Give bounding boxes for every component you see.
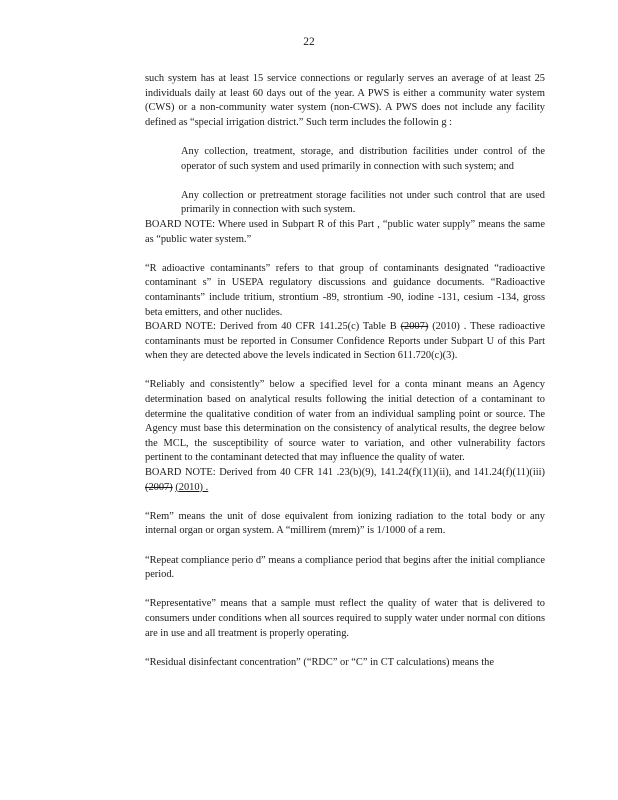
pws-subitem-collection-treatment: Any collection, treatment, storage, and distribution facilities under control of the operator of such system and used primarily in connection with such system; and: [181, 145, 545, 172]
pws-subitem-pretreatment-storage: Any collection or pretreatment storage facilities not under such control that are used primarily in connection with such system.: [181, 189, 545, 216]
deleted-year: (2007): [400, 321, 429, 333]
rem-definition: “Rem” means the unit of dose equivalent from ionizing radiation to the total body or any internal organ or organ system. A “millirem (mrem)” is 1/1000 of a rem.: [145, 510, 545, 537]
reliably-consistently-definition: “Reliably and consistently” below a specified level for a conta minant means an Agency determination based on analytical results following the initial detection of a contaminant to determine the qualitative condition of water from an individual sampling point or source. The Agency must base this determination on the consistency of analytical results, the degree below the MCL, the susceptibility of source water to variation, and other vulnerability factors pertinent to the contaminant detected that may influence the quality of water.: [145, 379, 545, 464]
board-note-public-water-supply: BOARD NOTE: Where used in Subpart R of this Part , “public water supply” means the same as “public water system.”: [145, 218, 545, 245]
inserted-year: (2010) .: [175, 481, 209, 493]
board-note-radioactive: [145, 320, 545, 364]
board-note-reliably-text: BOARD NOTE: Derived from 40 CFR 141 .23(b)(9), 141.24(f)(11)(ii), and 141.24(f)(11)(iii): [145, 467, 545, 479]
residual-disinfectant-definition: “Residual disinfectant concentration” (“RDC” or “C” in CT calculations) means the: [145, 656, 494, 668]
board-note-radioactive-text: BOARD NOTE: Derived from 40 CFR 141.25(c) Table B: [145, 321, 397, 333]
document-body: [145, 72, 545, 670]
repeat-compliance-period-definition: “Repeat compliance perio d” means a compliance period that begins after the initial compliance period.: [145, 554, 545, 581]
deleted-year: (2007): [145, 481, 173, 493]
representative-definition: “Representative” means that a sample must reflect the quality of water that is delivered to consumers under conditions when all sources required to supply water under normal con ditions are in use and all treatment is properly operating.: [145, 598, 545, 639]
page-number: 22: [303, 36, 315, 48]
board-note-reliably: [145, 466, 545, 495]
radioactive-contaminants-definition: “R adioactive contaminants” refers to that group of contaminants designated “radioactive contaminant s” in USEPA regulatory discussions and guidance documents. “Radioactive contaminants” include tritium, strontium -89, strontium -90, iodine -131, cesium -134, gross beta emitters, and other nuclides.: [145, 262, 545, 318]
board-note-radioactive-rest: (2010) . These radioactive contaminants must be reported in Consumer Confidence Reports under Subpart U of this Part when they are detected above the levels indicated in Section 611.720(c)(3).: [145, 321, 545, 362]
pws-definition-paragraph: such system has at least 15 service connections or regularly serves an average of at least 25 individuals daily at least 60 days out of the year. A PWS is either a community water system (CWS) or a non-community water system (non-CWS). A PWS does not include any facility defined as “special irrigation district.” Such term includes the followin g :: [145, 73, 545, 128]
